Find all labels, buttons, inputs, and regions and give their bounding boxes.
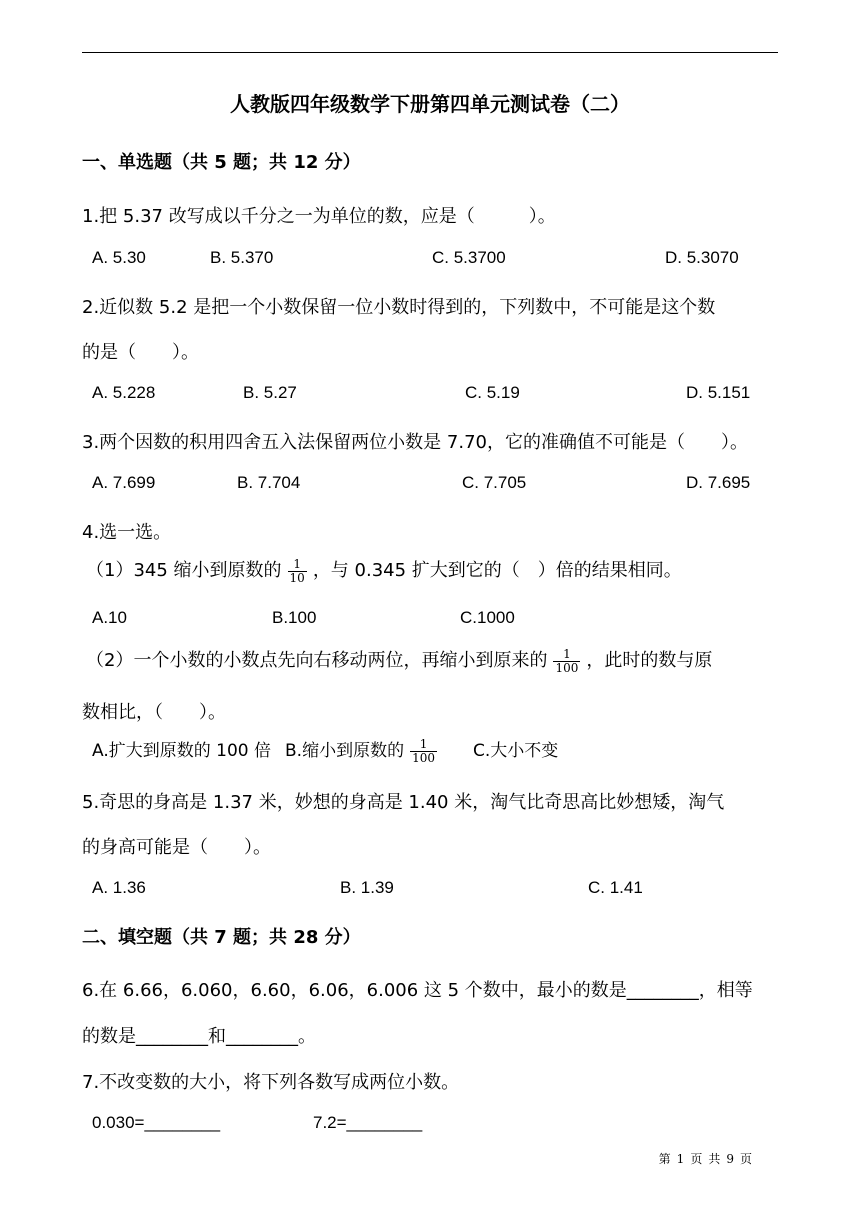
question-4-sub-1-option-a: A.10 (92, 608, 127, 627)
fraction-one-hundredth (553, 648, 580, 675)
question-7-text: 7.不改变数的大小，将下列各数写成两位小数。 (82, 1072, 460, 1093)
question-4-text: 4.选一选。 (82, 522, 172, 543)
question-4-sub-2-line-2: 数相比，（ ）。 (82, 702, 226, 723)
fraction-numerator: 1 (293, 556, 301, 571)
footer-current-page: 1 (676, 1152, 685, 1166)
footer-page-word: 页 (690, 1152, 703, 1166)
question-1-option-b: B. 5.370 (210, 248, 274, 267)
question-2-option-a: A. 5.228 (92, 383, 156, 402)
footer-prefix: 第 (658, 1152, 671, 1166)
section-heading-fill-blank: 二、填空题（共 7 题；共 28 分） (82, 927, 361, 948)
fraction-numerator: 1 (419, 736, 428, 751)
question-4-sub-2-after: ，此时的数与原 (586, 650, 713, 671)
fraction-one-hundredth (410, 738, 437, 765)
fraction-numerator: 1 (563, 646, 571, 661)
fraction-denominator: 10 (289, 570, 305, 585)
question-1-option-d: D. 5.3070 (665, 248, 739, 267)
question-4-sub-2-line-1 (86, 646, 712, 675)
question-4-sub-2-option-c: C.大小不变 (472, 741, 559, 761)
page-title: 人教版四年级数学下册第四单元测试卷（二） (230, 92, 630, 116)
question-1-option-a: A. 5.30 (92, 248, 146, 267)
footer-total-pages: 9 (726, 1152, 734, 1166)
footer-suffix: 页 (739, 1152, 752, 1166)
question-3-option-c: C. 7.705 (462, 473, 527, 492)
question-5-option-a: A. 1.36 (92, 878, 146, 897)
question-6-line-1: 6.在 6.66，6.060，6.60，6.06，6.006 这 5 个数中，最小的数是________，相等 (82, 980, 753, 1001)
question-2-option-b: B. 5.27 (243, 383, 297, 402)
question-6-line-2: 的数是________和________。 (82, 1026, 316, 1047)
page-number-footer (656, 1150, 755, 1167)
fraction-one-tenth (288, 558, 307, 585)
question-4-sub-1-after: ，与 0.345 扩大到它的（ ）倍的结果相同。 (312, 560, 682, 581)
question-4-sub-2-option-a: A.扩大到原数的 100 倍 (92, 741, 271, 761)
fraction-denominator: 100 (412, 750, 435, 765)
question-3-option-b: B. 7.704 (237, 473, 301, 492)
question-1-option-c: C. 5.3700 (432, 248, 506, 267)
question-7-item-1: 0.030=________ (92, 1113, 221, 1132)
section-heading-single-choice: 一、单选题（共 5 题；共 12 分） (82, 152, 361, 173)
question-4-sub-1-before: （1）345 缩小到原数的 (86, 560, 282, 581)
question-5-option-c: C. 1.41 (588, 878, 643, 897)
question-3-text: 3.两个因数的积用四舍五入法保留两位小数是 7.70，它的准确值不可能是（ ）。 (82, 432, 748, 453)
question-4-sub-1-option-c: C.1000 (460, 608, 515, 627)
question-2-option-c: C. 5.19 (465, 383, 520, 402)
question-2-option-d: D. 5.151 (686, 383, 751, 402)
footer-total-word: 共 (708, 1152, 721, 1166)
question-4-sub-2-before: （2）一个小数的小数点先向右移动两位，再缩小到原来的 (86, 650, 548, 671)
question-4-sub-1 (86, 556, 682, 585)
question-5-line-2: 的身高可能是（ ）。 (82, 837, 271, 858)
fraction-denominator: 100 (555, 660, 579, 675)
question-5-line-1: 5.奇思的身高是 1.37 米，妙想的身高是 1.40 米，淘气比奇思高比妙想矮，淘气 (82, 792, 725, 813)
question-2-line-1: 2.近似数 5.2 是把一个小数保留一位小数时得到的，下列数中，不可能是这个数 (82, 297, 716, 318)
header-rule (82, 52, 778, 53)
question-5-option-b: B. 1.39 (340, 878, 394, 897)
question-1-text: 1.把 5.37 改写成以千分之一为单位的数，应是（ ）。 (82, 206, 556, 227)
question-3-option-d: D. 7.695 (686, 473, 751, 492)
question-3-option-a: A. 7.699 (92, 473, 156, 492)
question-2-line-2: 的是（ ）。 (82, 342, 199, 363)
question-7-item-2: 7.2=________ (313, 1113, 423, 1132)
question-4-sub-2-options (92, 736, 558, 765)
question-4-sub-1-option-b: B.100 (272, 608, 317, 627)
question-4-sub-2-option-b: B.缩小到原数的 (285, 741, 405, 761)
